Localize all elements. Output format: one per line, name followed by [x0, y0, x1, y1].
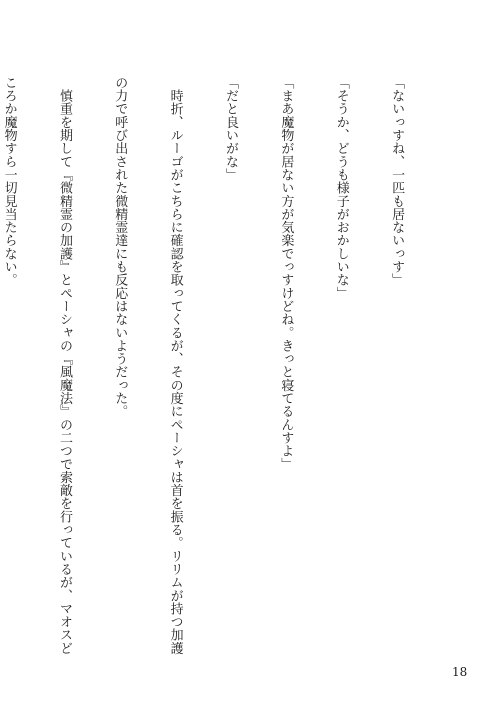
- text-line: 「そうか、どうも様子がおかしいな」: [333, 76, 349, 300]
- text-line: 「ないっすね、一匹も居ないっす」: [389, 76, 405, 287]
- vertical-text-body: [0, 76, 442, 655]
- text-line: 慎重を期して『微精霊の加護』とペーシャの『風魔法』の二つで索敵を行っているが、マオスど: [56, 76, 72, 655]
- text-line: 「だと良いがな」: [223, 76, 239, 182]
- text-line: 「まあ魔物が居ない方が気楽でっすけどね。きっと寝てるんすよ」: [278, 76, 294, 471]
- text-line: ころか魔物すら一切見当たらない。: [1, 76, 17, 287]
- page-number: 18: [452, 665, 468, 679]
- text-line: 時折、ルーゴがこちらに確認を取ってくるが、その度にペーシャは首を振る。リリムが持つ加護: [167, 76, 183, 655]
- text-line: の力で呼び出された微精霊達にも反応はないようだった。: [112, 76, 128, 418]
